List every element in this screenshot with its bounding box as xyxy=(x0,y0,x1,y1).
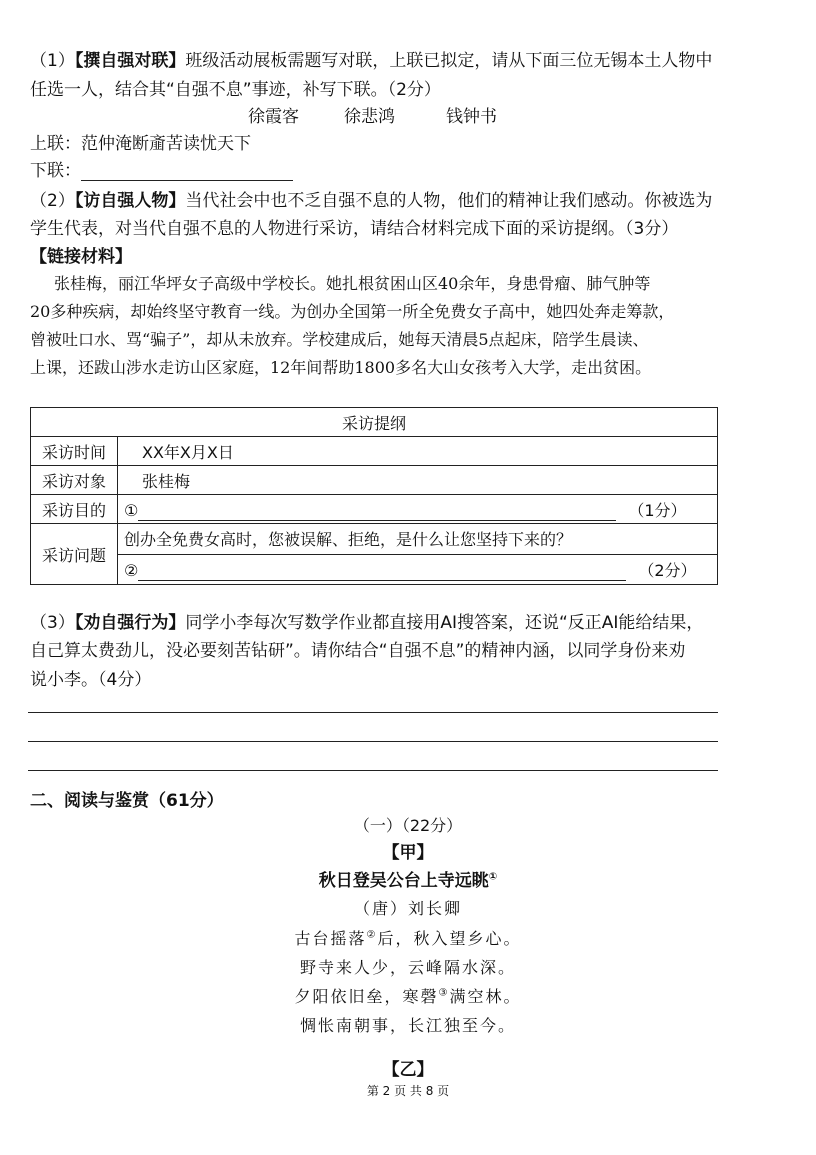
person-2: 徐悲鸿 xyxy=(344,107,395,127)
poem-title xyxy=(0,866,816,891)
q1-line-1 xyxy=(30,46,712,71)
time-value: XX年X月X日 xyxy=(118,437,718,466)
poem-line-1-b: 后，秋入望乡心。 xyxy=(377,929,522,948)
material-line-2: 20多种疾病，却始终坚守教育一线。为创办全国第一所全免费女子高中，她四处奔走筹款， xyxy=(30,302,675,321)
q2-text-1: 当代社会中也不乏自强不息的人物，他们的精神让我们感动。你被选为 xyxy=(185,191,713,211)
question-marker: ② xyxy=(124,560,139,580)
section-heading: 二、阅读与鉴赏（61分） xyxy=(30,791,224,811)
q2-number: （2） xyxy=(30,191,75,211)
q2-line-2: 学生代表，对当代自强不息的人物进行采访，请结合材料完成下面的采访提纲。（3分） xyxy=(30,219,679,239)
answer-line-1[interactable] xyxy=(28,712,718,713)
answer-line-3[interactable] xyxy=(28,770,718,771)
upper-text: 范仲淹断齑苦读忧天下 xyxy=(81,134,251,154)
q1-people xyxy=(248,102,497,127)
person-label: 采访对象 xyxy=(31,466,118,495)
poem-line-3-a: 夕阳依旧垒，寒磬 xyxy=(294,987,439,1006)
poem-title-text: 秋日登吴公台上寺远眺 xyxy=(318,871,489,891)
yi-label: 【乙】 xyxy=(382,1060,434,1080)
q3-line-2: 自己算太费劲儿，没必要刻苦钻研”。请你结合“自强不息”的精神内涵，以同学身份来劝 xyxy=(30,641,686,661)
poem-line-4-a: 惆怅南朝事，长江独至今。 xyxy=(299,1016,516,1035)
question-text: 创办全免费女高时，您被误解、拒绝，是什么让您坚持下来的？ xyxy=(118,524,718,555)
poem-line-2-a: 野寺来人少，云峰隔水深。 xyxy=(299,958,516,977)
question-label: 采访问题 xyxy=(31,524,118,585)
question-answer-cell xyxy=(118,554,718,585)
poem-line-1-note: ② xyxy=(366,929,378,941)
q3-text-1: 同学小李每次写数学作业都直接用AI搜答案，还说“反正AI能给结果， xyxy=(185,613,704,633)
q1-text-1: 班级活动展板需题写对联，上联已拟定，请从下面三位无锡本土人物中 xyxy=(185,51,713,71)
lower-couplet xyxy=(30,156,293,181)
q1-line-2: 任选一人，结合其“自强不息”事迹，补写下联。（2分） xyxy=(30,80,441,100)
poem-line-4 xyxy=(0,1013,816,1036)
q2-line-1 xyxy=(30,186,712,211)
poem-line-1-a: 古台摇落 xyxy=(294,929,367,948)
material-line-4: 上课，还跋山涉水走访山区家庭，12年间帮助1800多名大山女孩考入大学，走出贫困。 xyxy=(30,358,652,377)
person-3: 钱钟书 xyxy=(446,107,497,127)
poem-author: （唐）刘长卿 xyxy=(353,899,462,918)
purpose-answer-blank[interactable] xyxy=(138,504,616,521)
interview-outline-table xyxy=(30,407,718,585)
q3-line-3: 说小李。（4分） xyxy=(30,670,152,690)
jia-label: 【甲】 xyxy=(382,843,434,863)
purpose-label: 采访目的 xyxy=(31,495,118,524)
q1-tag: 【撰自强对联】 xyxy=(74,51,186,71)
purpose-cell xyxy=(118,495,718,524)
poem-title-note: ① xyxy=(488,871,498,883)
material-line-3: 曾被吐口水、骂“骗子”，却从未放弃。学校建成后，她每天清晨5点起床，陪学生晨读、 xyxy=(30,330,649,349)
q3-number: （3） xyxy=(30,613,75,633)
time-label: 采访时间 xyxy=(31,437,118,466)
lower-answer-blank[interactable] xyxy=(81,162,293,181)
q1-number: （1） xyxy=(30,51,75,71)
question-score: （2分） xyxy=(638,560,697,580)
poem-line-3 xyxy=(0,984,816,1007)
table-title: 采访提纲 xyxy=(31,408,718,437)
purpose-marker: ① xyxy=(124,500,139,520)
page-footer: 第 2 页 共 8 页 xyxy=(366,1084,450,1098)
q3-line-1 xyxy=(30,608,703,633)
answer-line-2[interactable] xyxy=(28,741,718,742)
part-label: （一）（22分） xyxy=(353,816,463,835)
lower-label: 下联： xyxy=(30,161,81,181)
material-line-1: 张桂梅，丽江华坪女子高级中学校长。她扎根贫困山区40余年，身患骨瘤、肺气肿等 xyxy=(54,274,651,293)
q2-tag: 【访自强人物】 xyxy=(74,191,186,211)
poem-line-2 xyxy=(0,955,816,978)
purpose-score: （1分） xyxy=(628,500,687,520)
upper-couplet xyxy=(30,129,251,154)
material-tag: 【链接材料】 xyxy=(30,247,132,267)
poem-line-3-b: 满空林。 xyxy=(449,987,522,1006)
person-value: 张桂梅 xyxy=(118,466,718,495)
q3-tag: 【劝自强行为】 xyxy=(74,613,186,633)
poem-line-3-note: ③ xyxy=(438,987,450,999)
question-answer-blank[interactable] xyxy=(138,564,626,581)
upper-label: 上联： xyxy=(30,134,81,154)
poem-line-1 xyxy=(0,926,816,949)
person-1: 徐霞客 xyxy=(248,107,299,127)
